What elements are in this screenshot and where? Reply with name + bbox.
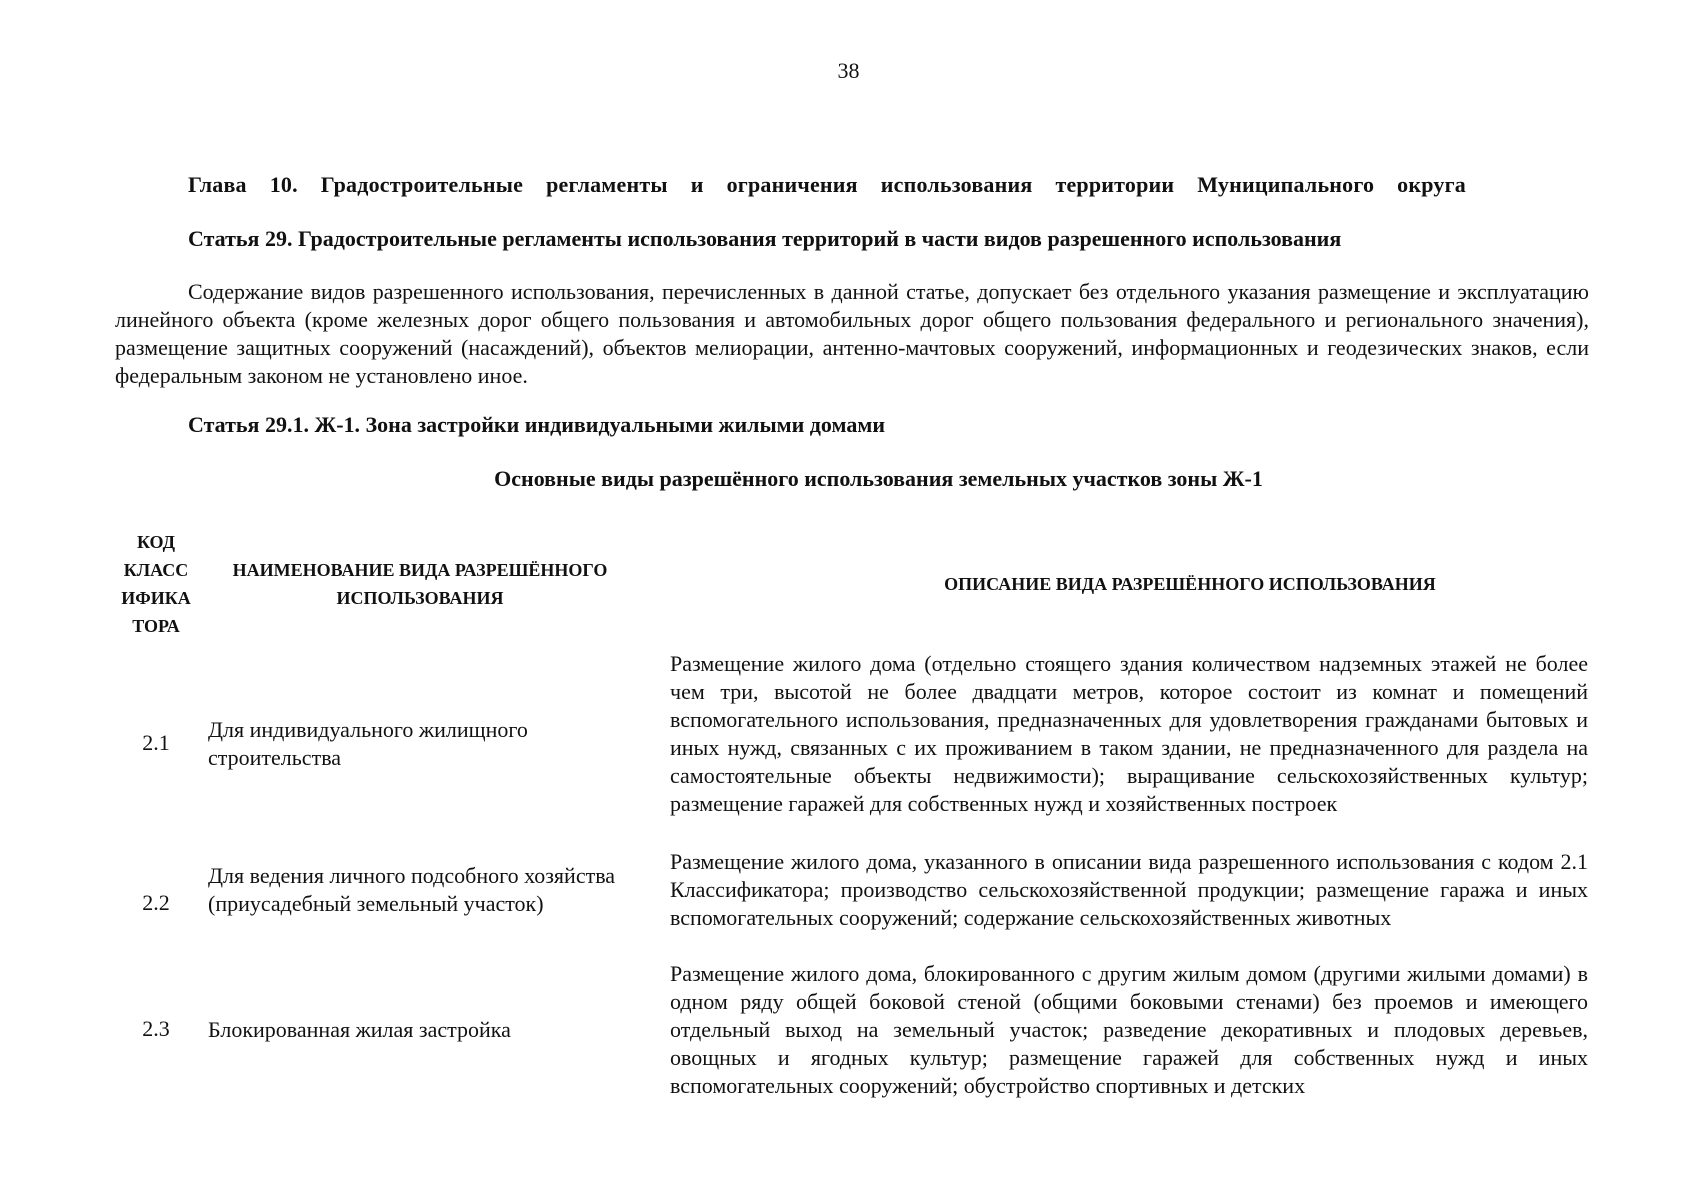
intro-paragraph: Содержание видов разрешенного использования, перечисленных в данной статье, допускает без отдельного указания размещение и эксплуатацию линейного объекта (кроме железных дорог общего пользования и автомобильных дорог общего пользования федерального и регионального значения), размещение защитных сооружений (насаждений), объектов мелиорации, антенно-мачтовых сооружений, информационных и геодезических знаков, если федеральным законом не установлено иное. (115, 279, 1589, 388)
table-row (110, 848, 1590, 960)
table-row (110, 650, 1590, 840)
row-description: Размещение жилого дома (отдельно стоящего здания количеством надземных этажей не более чем три, высотой не более двадцати метров, которое состоит из комнат и помещений вспомогательного использования, предназначенных для удовлетворения гражданами бытовых и иных нужд, связанных с их проживанием в таком здании, не предназначенного для раздела на самостоятельные объекты недвижимости); выращивание сельскохозяйственных культур; размещение гаражей для собственных нужд и хозяйственных построек (670, 651, 1588, 816)
article-title: Статья 29. Градостроительные регламенты использования территорий в части видов разрешенного использования (188, 226, 1342, 251)
header-code-line: ИФИКА (121, 588, 191, 608)
header-code-line: ТОРА (132, 616, 180, 636)
header-description: ОПИСАНИЕ ВИДА РАЗРЕШЁННОГО ИСПОЛЬЗОВАНИЯ (944, 574, 1436, 594)
header-code (110, 528, 202, 640)
row-code: 2.3 (142, 1016, 170, 1041)
table-title: Основные виды разрешённого использования земельных участков зоны Ж-1 (494, 466, 1263, 491)
row-description: Размещение жилого дома, блокированного с другим жилым домом (другими жилыми домами) в одном ряду общей боковой стеной (общими боковыми стенами) без проемов и имеющего отдельный выход на земельный участок; разведение декоративных и плодовых деревьев, овощных и ягодных культур; размещение гаражей для собственных нужд и иных вспомогательных сооружений; обустройство спортивных и детских (670, 961, 1588, 1098)
row-name: Для индивидуального жилищного строительства (208, 717, 528, 770)
page-number: 38 (837, 58, 860, 83)
table-header (110, 528, 1590, 648)
row-description: Размещение жилого дома, указанного в описании вида разрешенного использования с кодом 2.1 Классификатора; производство сельскохозяйственной продукции; размещение гаража и иных вспомогательных сооружений; содержание сельскохозяйственных животных (670, 849, 1588, 930)
subarticle-title: Статья 29.1. Ж-1. Зона застройки индивидуальными жилыми домами (188, 412, 886, 437)
row-name: Для ведения личного подсобного хозяйства (приусадебный земельный участок) (208, 863, 616, 916)
header-name (220, 556, 620, 612)
row-code: 2.1 (142, 730, 170, 755)
header-name-line: ИСПОЛЬЗОВАНИЯ (336, 588, 504, 608)
header-code-line: КОД (136, 532, 176, 552)
row-code: 2.2 (142, 890, 170, 915)
chapter-title: Глава 10. Градостроительные регламенты и ограничения использования территории Муниципального округа (188, 172, 1466, 197)
row-name: Блокированная жилая застройка (208, 1017, 511, 1042)
header-name-line: НАИМЕНОВАНИЕ ВИДА РАЗРЕШЁННОГО (232, 560, 608, 580)
header-code-line: КЛАСС (123, 560, 189, 580)
table-row (110, 960, 1590, 1100)
